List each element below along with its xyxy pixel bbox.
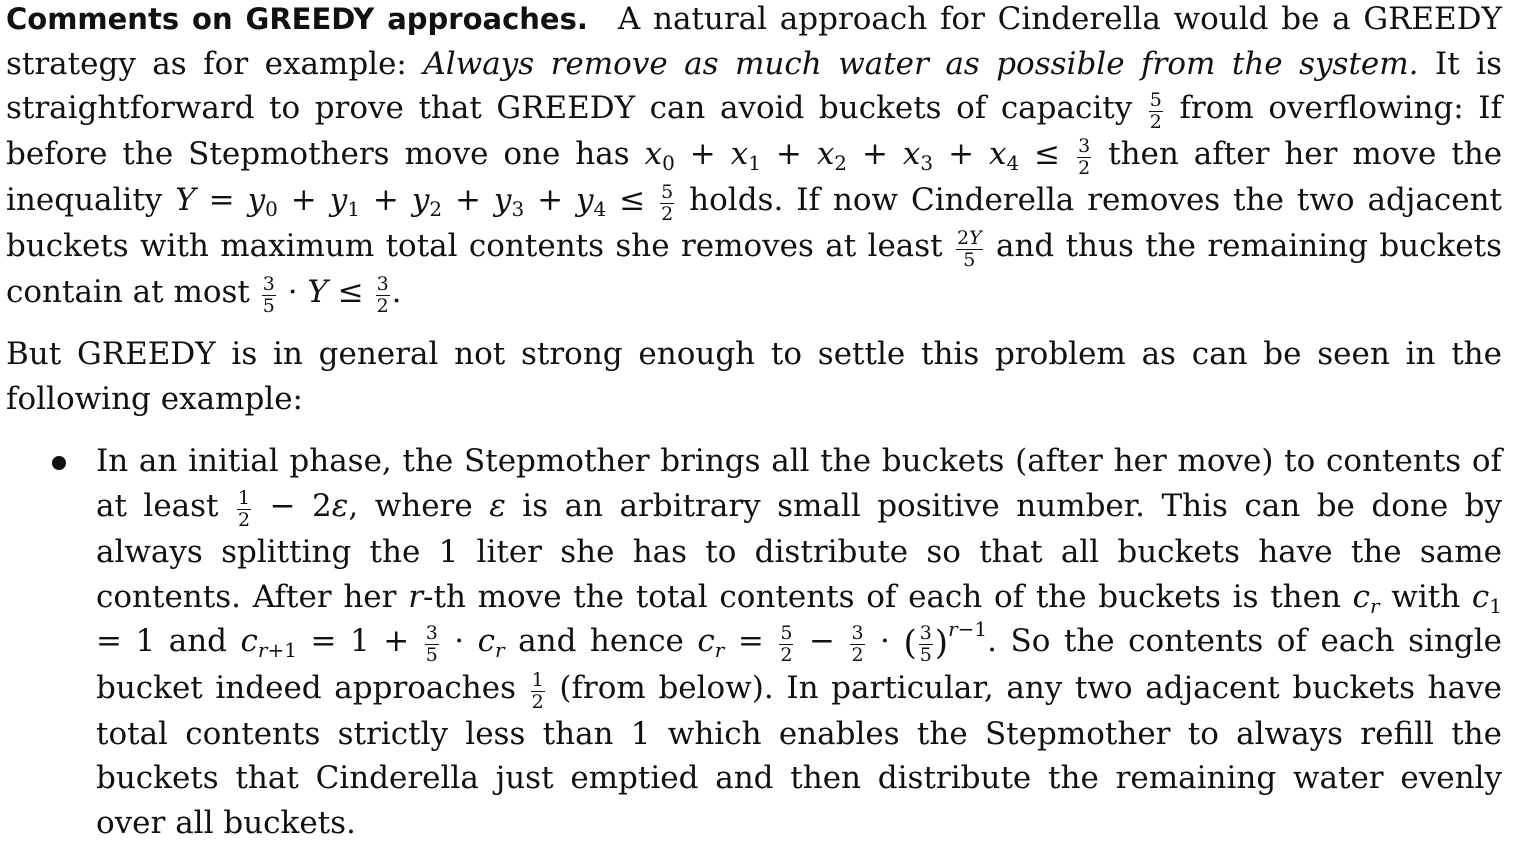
math-epsilon: ε [489, 487, 506, 524]
math-cr: $c_r$ [1352, 578, 1380, 618]
document-page [6, 0, 1502, 846]
text-span: . So the contents of each single bucket indeed approaches [96, 623, 1503, 706]
paragraph-counterexample-intro: But GREEDY is in general not strong enough to settle this problem as can be seen in the following example: [6, 336, 1502, 417]
math-inequality-y: $Y = y_0 + y_1 + y_2 + y_3 + y_4$ ≤ $\frac{5}{2}$ [175, 181, 674, 226]
text-span: and thus the remaining buckets contain at most [6, 228, 1502, 311]
example-list [6, 439, 1502, 845]
text-span: from overflowing: If before the Stepmothers move one has [6, 90, 1502, 173]
greedy-strategy-quote: Always remove as much water as possible from the system. [423, 45, 1419, 82]
text-span: A natural approach for Cinderella would be a GREEDY strategy as for example: [6, 1, 1502, 82]
math-recurrence: $c_{r+1} = 1$ + $\frac{3}{5}$ · $c_r$ [240, 622, 505, 667]
math-c1: $c_1 = 1$ [96, 578, 1502, 660]
math-fraction: $\frac{2Y}{5}$ [956, 227, 982, 272]
text-span: (from below). In particular, any two adjacent buckets have total contents strictly less than 1 which enables the Stepmother to always refill the buckets that Cinderella just emptied and then distribute the remaining water evenly over all buckets. [96, 669, 1502, 841]
text-span: holds. If now Cinderella removes the two adjacent buckets with maximum total contents she removes at least [6, 182, 1503, 265]
math-expression: $\frac{1}{2}$ − 2ε [238, 486, 349, 531]
text-span: is an arbitrary small positive number. This can be done by always splitting the 1 liter she has to distribute so that all buckets have the same contents. After her [96, 487, 1503, 615]
math-bound: $\frac{3}{5}$ · Y ≤ $\frac{3}{2}$ . [262, 273, 402, 318]
bullet-icon [52, 456, 66, 470]
section-heading: Comments on GREEDY approaches. [6, 2, 588, 36]
text-span: and hence [504, 623, 698, 660]
list-item [96, 439, 1502, 845]
list-item-text [96, 439, 1502, 845]
text-span: -th move the total contents of each of the buckets is then [423, 578, 1353, 615]
text-span: , where [348, 487, 490, 524]
math-closed-form: $c_r$ = $\frac{5}{2}$ − $\frac{3}{2}$ · ( $\frac{3}{5}$ )$^{r-1}$ [697, 617, 988, 667]
text-span: In an initial phase, the Stepmother brings all the buckets (after her move) to contents of at least [96, 443, 1502, 524]
text-span: and [155, 623, 241, 660]
paragraph-greedy-comments [6, 0, 1502, 316]
text-span: with [1379, 578, 1472, 615]
math-fraction: $\frac{5}{2}$ [1149, 89, 1162, 134]
text-span: It is straightforward to prove that GREEDY can avoid buckets of capacity [6, 45, 1503, 127]
math-r: r [408, 578, 424, 615]
math-fraction: $\frac{1}{2}$ [531, 668, 544, 713]
math-inequality-x: $x_0 + x_1 + x_2 + x_3 + x_4$ ≤ $\frac{3}{2}$ [644, 135, 1091, 180]
text-span: then after her move the inequality [6, 136, 1503, 219]
